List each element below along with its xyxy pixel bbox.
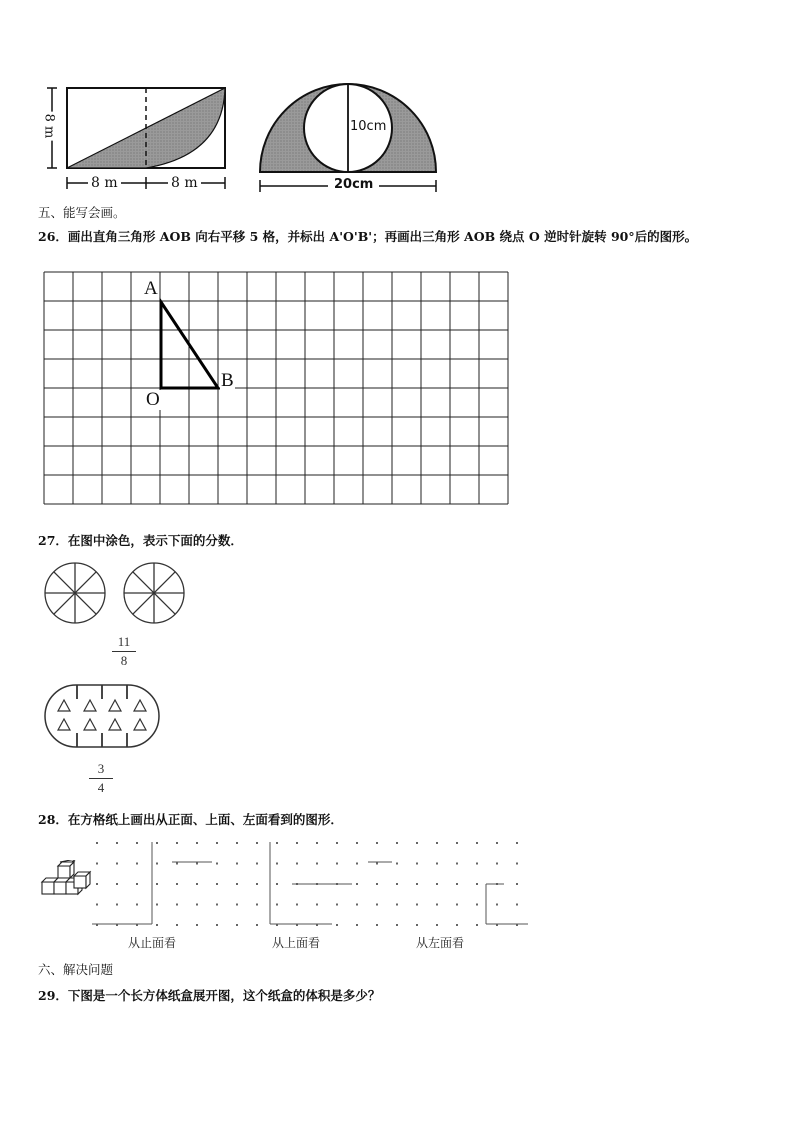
grid-dot: [256, 883, 258, 885]
grid-dot: [136, 863, 138, 865]
grid-dot: [236, 924, 238, 926]
grid-dot: [416, 904, 418, 906]
rect-side-label: 8 m: [41, 113, 57, 139]
triangle-icon[interactable]: [109, 700, 121, 711]
section6-title: 六、解决问题: [38, 962, 114, 977]
q26-grid: [42, 268, 512, 508]
grid-dot: [136, 842, 138, 844]
grid-dot: [356, 904, 358, 906]
grid-dot: [216, 863, 218, 865]
grid-dot: [396, 904, 398, 906]
grid-dot: [356, 924, 358, 926]
grid-dot: [416, 863, 418, 865]
label-a: A: [144, 278, 158, 299]
grid-dot: [456, 904, 458, 906]
grid-dot: [376, 904, 378, 906]
triangle-icon[interactable]: [58, 700, 70, 711]
grid-dot: [236, 863, 238, 865]
grid-dot: [476, 842, 478, 844]
grid-dot: [416, 924, 418, 926]
grid-dot: [436, 842, 438, 844]
grid-dot: [136, 883, 138, 885]
grid-dot: [436, 904, 438, 906]
caption-left: 从左面看: [416, 936, 465, 950]
grid-dot: [376, 863, 378, 865]
triangle-icon[interactable]: [84, 719, 96, 730]
grid-dot: [196, 924, 198, 926]
grid-dot: [316, 842, 318, 844]
grid-dot: [276, 842, 278, 844]
grid-dot: [376, 883, 378, 885]
grid-dot: [116, 883, 118, 885]
grid-dot: [156, 883, 158, 885]
section5-title: 五、能写会画。: [38, 205, 126, 220]
grid-dot: [236, 842, 238, 844]
fraction-3-4: [89, 761, 113, 796]
rect-bottom-right-label: 8 m: [168, 175, 201, 191]
grid-dot: [416, 842, 418, 844]
grid-dot: [476, 924, 478, 926]
grid-dot: [176, 863, 178, 865]
grid-dot: [156, 904, 158, 906]
q27-circles: [42, 560, 202, 630]
triangle-icon[interactable]: [84, 700, 96, 711]
grid-dot: [376, 924, 378, 926]
grid-dot: [396, 924, 398, 926]
grid-dot: [436, 924, 438, 926]
grid-dot: [196, 842, 198, 844]
grid-dot: [136, 904, 138, 906]
grid-dot: [356, 883, 358, 885]
grid-dot: [516, 904, 518, 906]
grid-dot: [276, 883, 278, 885]
grid-dot: [456, 863, 458, 865]
grid-dot: [316, 863, 318, 865]
grid-dot: [496, 842, 498, 844]
grid-dot: [296, 863, 298, 865]
grid-dot: [496, 904, 498, 906]
grid-dot: [476, 863, 478, 865]
grid-dot: [256, 842, 258, 844]
q27-stadium: [42, 682, 164, 752]
grid-dot: [176, 924, 178, 926]
grid-dot: [236, 904, 238, 906]
grid-dot: [456, 883, 458, 885]
grid-dot: [216, 904, 218, 906]
grid-dot: [516, 883, 518, 885]
label-o: O: [146, 389, 160, 410]
grid-dot: [316, 904, 318, 906]
fraction2-numerator: 3: [97, 761, 105, 776]
grid-dot: [256, 863, 258, 865]
grid-dot: [216, 883, 218, 885]
grid-dot: [436, 863, 438, 865]
label-b: B: [221, 370, 234, 391]
grid-dot: [496, 863, 498, 865]
grid-dot: [296, 842, 298, 844]
grid-dot: [196, 904, 198, 906]
q27-text: 27．在图中涂色，表示下面的分数．: [38, 533, 243, 548]
fraction1-denominator: 8: [120, 653, 128, 668]
grid-dot: [396, 883, 398, 885]
fraction-11-8: [112, 634, 136, 669]
triangle-icon[interactable]: [134, 719, 146, 730]
grid-dot: [336, 924, 338, 926]
grid-dot: [176, 842, 178, 844]
fraction1-numerator: 11: [117, 634, 131, 649]
grid-dot: [156, 863, 158, 865]
grid-dot: [256, 904, 258, 906]
width-label: 20cm: [328, 177, 379, 193]
grid-dot: [96, 904, 98, 906]
grid-dot: [156, 842, 158, 844]
grid-dot: [156, 924, 158, 926]
rectangle-figure: [40, 80, 240, 195]
grid-dot: [256, 924, 258, 926]
triangle-icon[interactable]: [58, 719, 70, 730]
grid-dot: [436, 883, 438, 885]
q29-text: 29．下图是一个长方体纸盒展开图，这个纸盒的体积是多少？: [38, 988, 381, 1003]
q28-dot-grid: [92, 838, 528, 930]
grid-dot: [356, 842, 358, 844]
grid-dot: [176, 904, 178, 906]
grid-dot: [96, 883, 98, 885]
grid-dot: [176, 883, 178, 885]
grid-dot: [96, 842, 98, 844]
grid-dot: [196, 883, 198, 885]
grid-dot: [116, 904, 118, 906]
grid-dot: [296, 904, 298, 906]
grid-dot: [96, 863, 98, 865]
grid-dot: [336, 842, 338, 844]
grid-dot: [116, 863, 118, 865]
grid-dot: [476, 904, 478, 906]
grid-dot: [396, 842, 398, 844]
grid-dot: [456, 924, 458, 926]
grid-dot: [336, 904, 338, 906]
grid-dot: [216, 924, 218, 926]
grid-dot: [236, 883, 238, 885]
cube-stack: [40, 860, 92, 900]
grid-dot: [196, 863, 198, 865]
grid-dot: [516, 842, 518, 844]
q28-text: 28．在方格纸上画出从正面、上面、左面看到的图形．: [38, 812, 343, 827]
q26-text: 26．画出直角三角形 AOB 向右平移 5 格，并标出 A'O'B'；再画出三角形 AOB 绕点 O 逆时针旋转 90°后的图形。: [38, 229, 698, 244]
grid-dot: [376, 842, 378, 844]
grid-dot: [396, 863, 398, 865]
caption-top: 从上面看: [272, 936, 321, 950]
rect-bottom-left-label: 8 m: [88, 175, 121, 191]
caption-front: 从止面看: [128, 936, 177, 950]
grid-dot: [416, 883, 418, 885]
grid-dot: [356, 863, 358, 865]
grid-dot: [116, 842, 118, 844]
triangle-icon[interactable]: [109, 719, 121, 730]
grid-dot: [276, 863, 278, 865]
grid-dot: [476, 883, 478, 885]
grid-dot: [336, 863, 338, 865]
grid-dot: [456, 842, 458, 844]
grid-dot: [516, 863, 518, 865]
triangle-icon[interactable]: [134, 700, 146, 711]
grid-dot: [276, 904, 278, 906]
fraction2-denominator: 4: [97, 780, 105, 795]
grid-dot: [216, 842, 218, 844]
diameter-label: 10cm: [350, 119, 387, 134]
